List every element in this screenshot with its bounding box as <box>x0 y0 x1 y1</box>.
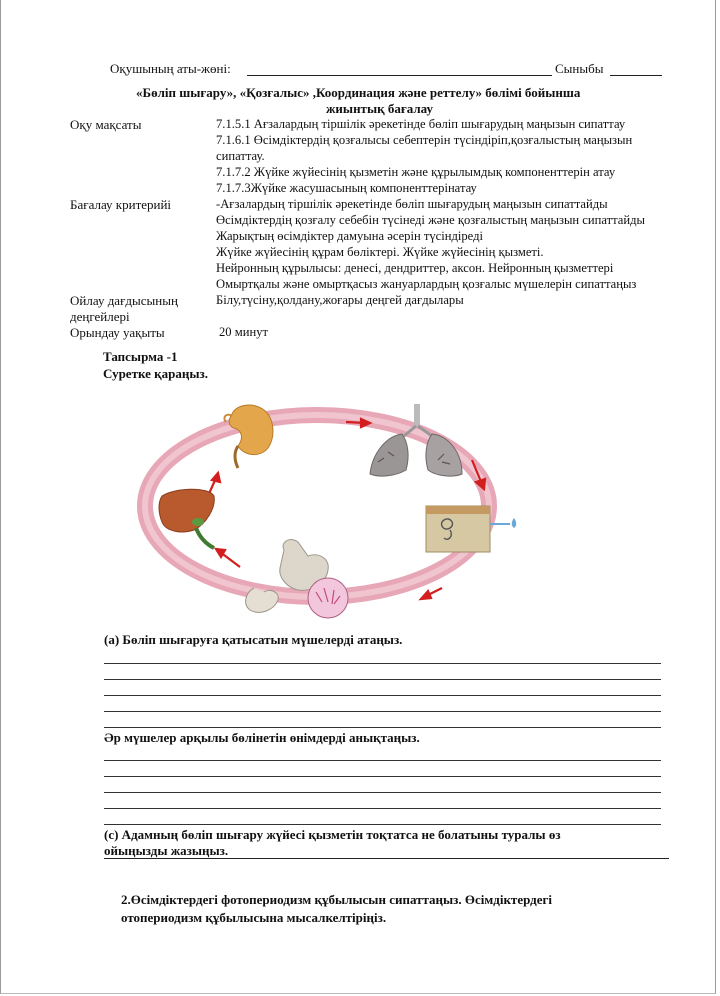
class-label: Сыныбы <box>555 61 604 76</box>
student-name-label: Оқушының аты-жөні: <box>110 61 231 76</box>
objective-3: 7.1.7.2 Жүйке жүйесінің қызметін және құрылымдық компоненттерін атау <box>216 165 616 179</box>
objective-4: 7.1.7.3Жүйке жасушасының компоненттерінатау <box>216 181 477 195</box>
time-value: 20 минут <box>219 325 268 339</box>
question-a: (а) Бөліп шығаруға қатысатын мүшелерді атаңыз. <box>104 632 403 647</box>
answer-line-a3[interactable] <box>104 695 661 696</box>
criterion-6: Омыртқалы және омыртқасыз жануарлардың қозғалыс мүшелерін сипаттаңыз <box>216 277 637 291</box>
title-line2: жиынтық бағалау <box>326 101 433 116</box>
title-line1: «Бөліп шығару», «Қозғалыс» ,Координация және реттелу» бөлімі бойынша <box>136 85 581 100</box>
excretion-cycle-figure <box>104 392 574 632</box>
criterion-5: Нейронның құрылысы: денесі, дендриттер, аксон. Нейронның қызметтері <box>216 261 614 275</box>
objective-2: 7.1.6.1 Өсімдіктердің қозғалысы себептерін түсіндіріп,қозғалыстың маңызын <box>216 133 633 147</box>
kidney-icon <box>224 405 273 468</box>
objectives-label: Оқу мақсаты <box>70 117 142 132</box>
answer-line-c1[interactable] <box>104 858 669 859</box>
skin-icon <box>426 506 516 552</box>
criterion-1: -Ағзалардың тіршілік әрекетінде бөліп шығарудың маңызын сипаттайды <box>216 197 608 211</box>
student-name-field[interactable] <box>247 75 552 76</box>
task2-line2: отопериодизм құбылысына мысалкелтіріңіз. <box>121 910 387 925</box>
skills-label-1: Ойлау дағдысының <box>70 293 178 308</box>
time-label: Орындау уақыты <box>70 325 165 340</box>
answer-line-b4[interactable] <box>104 808 661 809</box>
answer-line-a2[interactable] <box>104 679 661 680</box>
objective-1: 7.1.5.1 Ағзалардың тіршілік әрекетінде бөліп шығарудың маңызын сипаттау <box>216 117 626 131</box>
answer-line-b3[interactable] <box>104 792 661 793</box>
intestine-icon <box>246 540 348 618</box>
answer-line-b5[interactable] <box>104 824 661 825</box>
answer-line-b1[interactable] <box>104 760 661 761</box>
task2-line1: 2.Өсімдіктердегі фотопериодизм құбылысын сипаттаңыз. Өсімдіктердегі <box>121 892 553 907</box>
question-c-line2: ойыңызды жазыңыз. <box>104 843 229 858</box>
answer-line-b2[interactable] <box>104 776 661 777</box>
criterion-2: Өсімдіктердің қозғалу себебін түсінеді және қозғалыстың маңызын сипаттайды <box>216 213 645 227</box>
skills-label-2: деңгейлері <box>70 309 130 324</box>
question-b: Әр мүшелер арқылы бөлінетін өнімдерді анықтаңыз. <box>104 730 420 745</box>
objective-2-cont: сипаттау. <box>216 149 265 163</box>
liver-icon <box>159 489 214 548</box>
criterion-3: Жарықтың өсімдіктер дамуына әсерін түсіндіреді <box>216 229 484 243</box>
answer-line-a4[interactable] <box>104 711 661 712</box>
criterion-4: Жүйке жүйесінің құрам бөліктері. Жүйке жүйесінің қызметі. <box>216 245 544 259</box>
task1-instruction: Суретке қараңыз. <box>103 366 208 381</box>
class-field[interactable] <box>610 75 662 76</box>
answer-line-a1[interactable] <box>104 663 661 664</box>
criteria-label: Бағалау критерийі <box>70 197 172 212</box>
answer-line-a5[interactable] <box>104 727 661 728</box>
skills-value: Білу,түсіну,қолдану,жоғары деңгей дағдылары <box>216 293 464 307</box>
question-c-line1: (с) Адамның бөліп шығару жүйесі қызметін тоқтатса не болатыны туралы өз <box>104 827 561 842</box>
task1-heading: Тапсырма -1 <box>103 349 178 364</box>
